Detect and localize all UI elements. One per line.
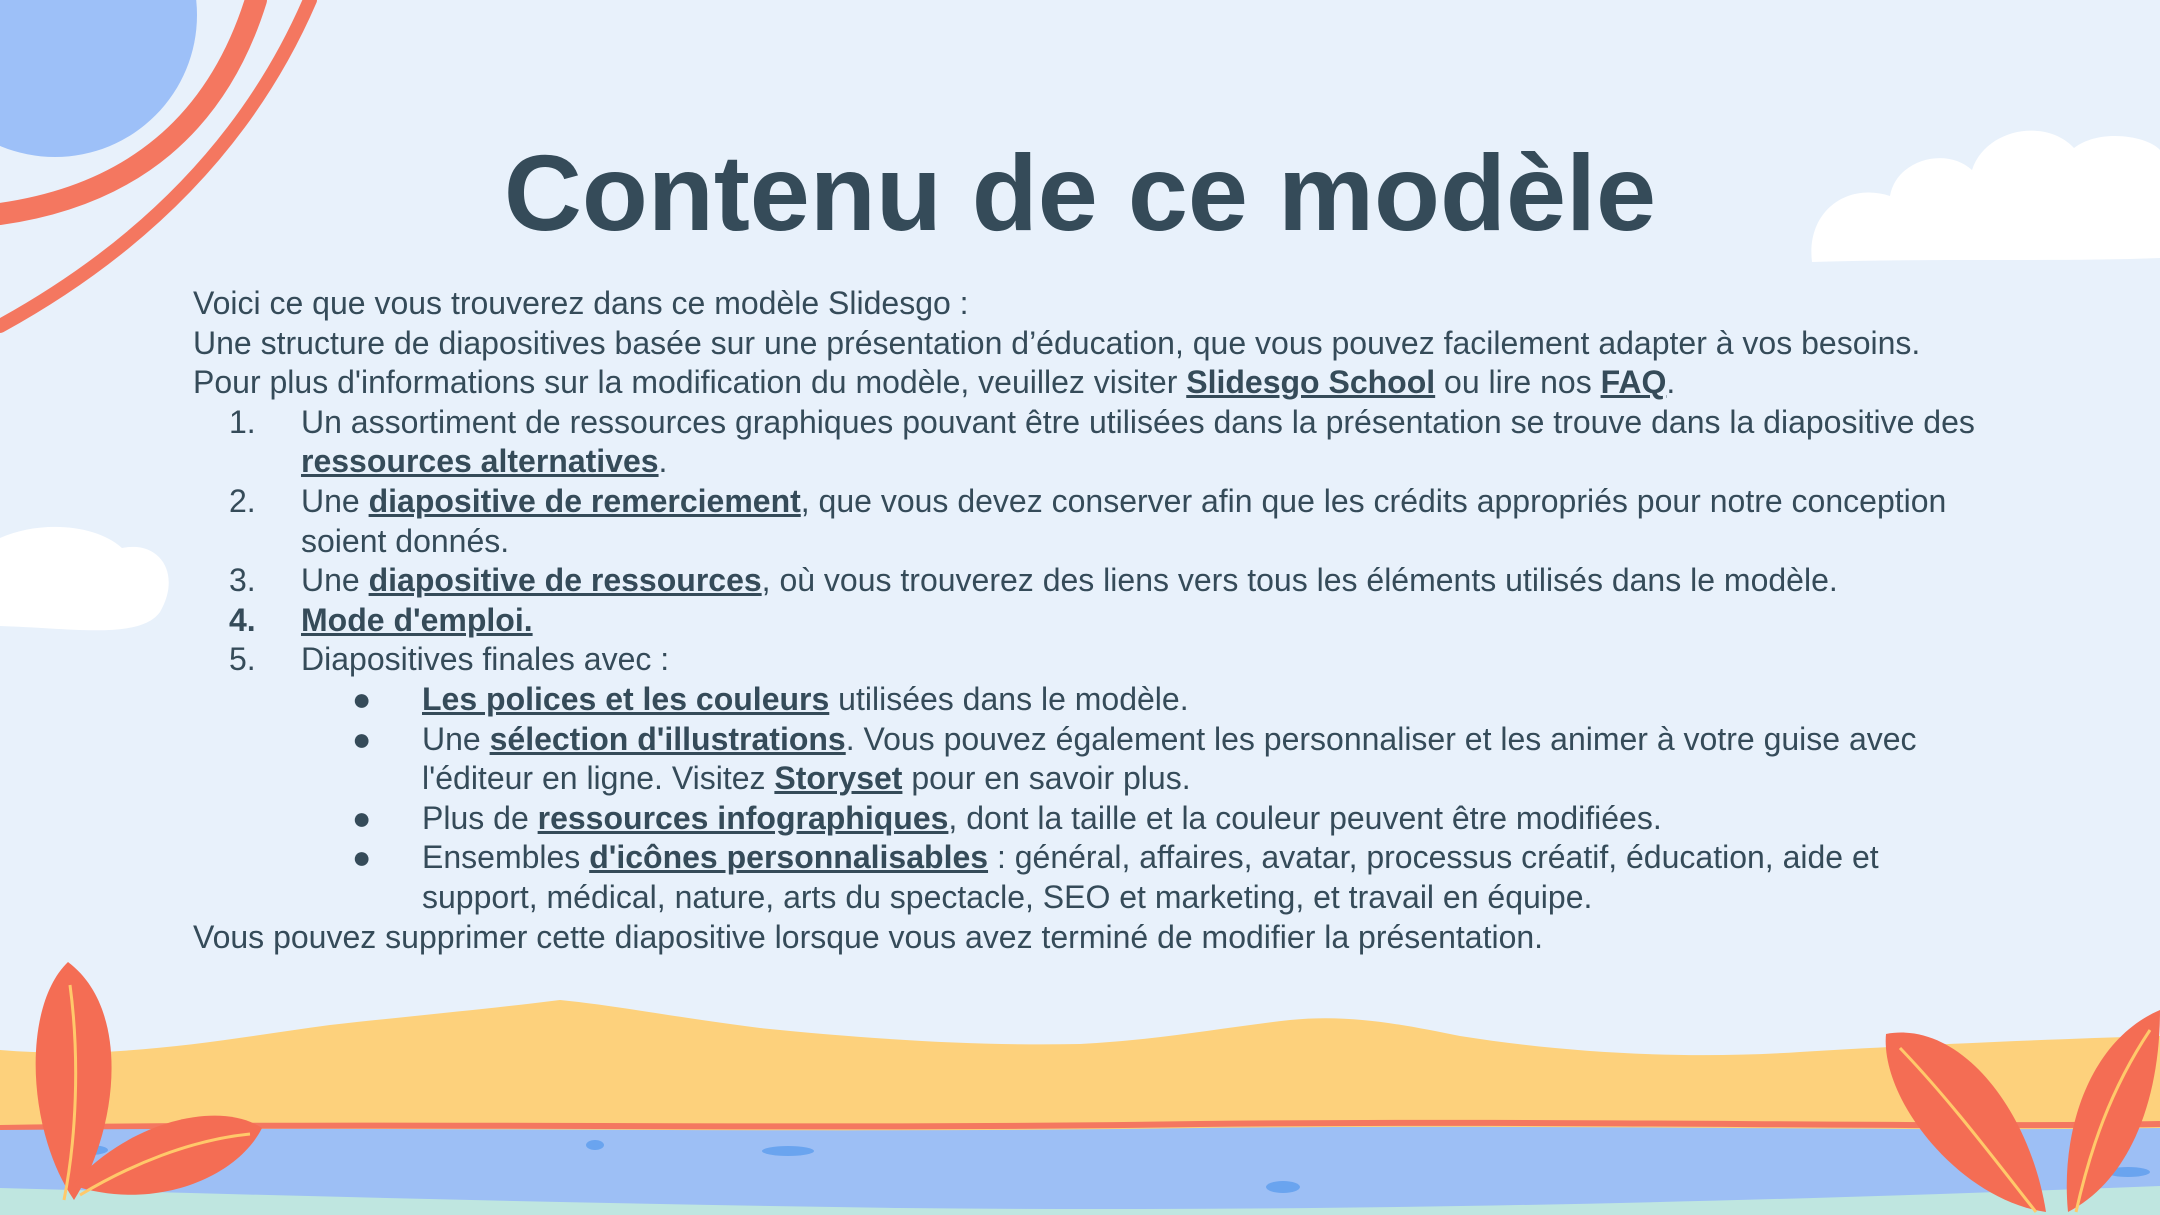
- list-text: Un assortiment de ressources graphiques pouvant être utilisées dans la présentation se trouve dans la diapositive des: [301, 403, 1975, 440]
- illustrations-link[interactable]: sélection d'illustrations: [489, 720, 846, 757]
- list-number: 3.: [229, 562, 256, 599]
- intro-text: ou lire nos: [1435, 364, 1601, 401]
- intro-paragraph: [193, 324, 1993, 403]
- intro-line: Voici ce que vous trouverez dans ce modèle Slidesgo :: [193, 285, 969, 321]
- list-text: Diapositives finales avec :: [301, 641, 670, 678]
- bullet-text: Plus de: [422, 799, 538, 836]
- intro-text: .: [1666, 364, 1676, 401]
- list-item: [193, 561, 1993, 601]
- thanks-slide-link[interactable]: diapositive de remerciement: [368, 482, 801, 519]
- alternative-resources-link[interactable]: ressources alternatives: [301, 443, 659, 480]
- list-number: 2.: [229, 482, 256, 519]
- shoreline: [0, 1123, 2160, 1128]
- bullet-text: , dont la taille et la couleur peuvent être modifiées.: [948, 799, 1662, 836]
- bullet-text: Ensembles: [422, 839, 590, 876]
- list-text: , où vous trouverez des liens vers tous les éléments utilisés dans le modèle.: [761, 562, 1838, 599]
- numbered-list: [193, 403, 1993, 680]
- list-text: Une: [301, 482, 369, 519]
- bullet-text: . Vous pouvez également les personnaliser et les animer à votre guise avec l'éditeur en ligne. Visitez: [422, 720, 1917, 797]
- list-item: [193, 601, 1993, 641]
- fonts-colors-link[interactable]: Les polices et les couleurs: [422, 680, 830, 717]
- instructions-link[interactable]: Mode d'emploi.: [301, 601, 533, 638]
- page-title: Contenu de ce modèle: [503, 132, 1657, 253]
- bullet-item: [193, 680, 1993, 720]
- list-item: [193, 640, 1993, 680]
- infographics-link[interactable]: ressources infographiques: [537, 799, 949, 836]
- bullet-icon: ●: [352, 680, 372, 717]
- bullet-item: [193, 838, 1993, 917]
- faq-link[interactable]: FAQ: [1600, 364, 1667, 401]
- list-item: [193, 482, 1993, 561]
- bullet-icon: ●: [352, 839, 372, 876]
- outro-line: Vous pouvez supprimer cette diapositive lorsque vous avez terminé de modifier la présentation.: [193, 918, 1544, 955]
- list-text: , que vous devez conserver afin que les crédits appropriés pour notre conception soient donnés.: [301, 482, 1947, 559]
- bullet-icon: ●: [352, 799, 372, 836]
- cloud-icon: [0, 527, 169, 630]
- list-item: [193, 403, 1993, 482]
- list-text: Une: [301, 562, 369, 599]
- bullet-item: [193, 799, 1993, 839]
- resources-slide-link[interactable]: diapositive de ressources: [368, 562, 762, 599]
- content-body: [193, 284, 1993, 957]
- bullet-list: [193, 680, 1993, 918]
- bullet-text: Une: [422, 720, 490, 757]
- list-number: 5.: [229, 641, 256, 678]
- list-text: .: [658, 443, 668, 480]
- list-number: 1.: [229, 403, 256, 440]
- slidesgo-school-link[interactable]: Slidesgo School: [1186, 364, 1436, 401]
- bullet-item: [193, 720, 1993, 799]
- sand-hills: [0, 1000, 2160, 1140]
- bullet-text: : général, affaires, avatar, processus créatif, éducation, aide et support, médical, nature, arts du spectacle, SEO et marketing, et travail en équipe.: [422, 839, 1879, 915]
- icons-link[interactable]: d'icônes personnalisables: [589, 839, 989, 876]
- storyset-link[interactable]: Storyset: [774, 760, 903, 797]
- bullet-text: utilisées dans le modèle.: [829, 680, 1189, 717]
- list-number: 4.: [229, 601, 256, 638]
- bullet-text: pour en savoir plus.: [902, 760, 1191, 797]
- bullet-icon: ●: [352, 720, 372, 757]
- intro-text: Une structure de diapositives basée sur une présentation d’éducation, que vous pouvez facilement adapter à vos besoins. Pour plus d'informations sur la modification du modèle, veuillez visiter: [193, 324, 1921, 401]
